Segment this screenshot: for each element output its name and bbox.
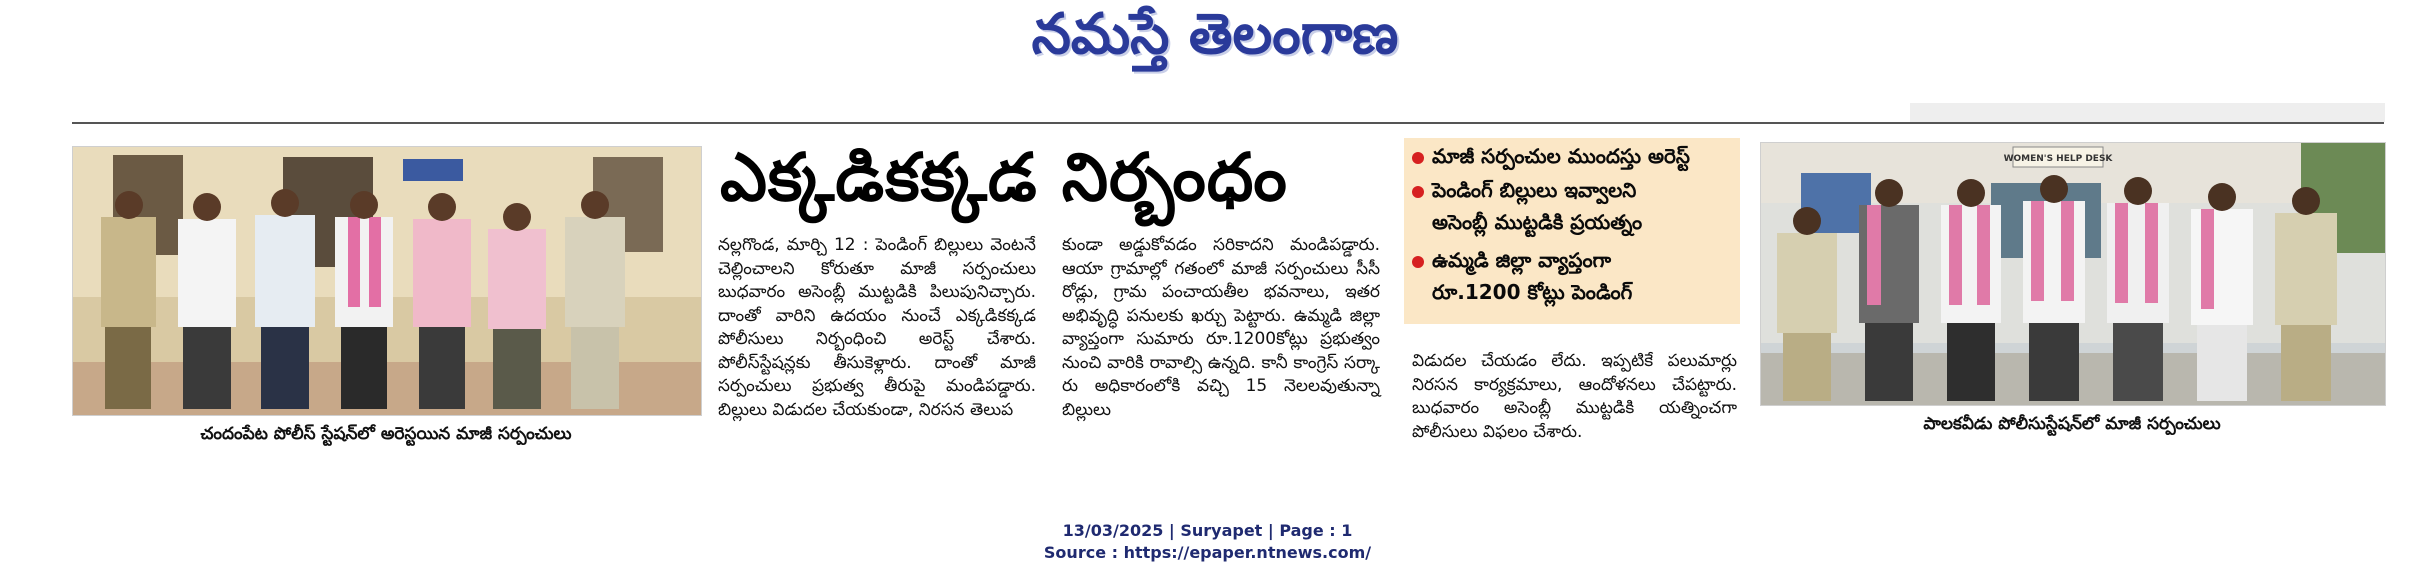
- highlight-item: ఉమ్మడి జిల్లా వ్యాప్తంగా: [1412, 246, 1611, 275]
- highlight-item-continuation: అసెంబ్లీ ముట్టడికి ప్రయత్నం: [1432, 210, 1643, 234]
- article-column-3: విడుదల చేయడం లేదు. ఇప్పటికే పలుమార్లు నిరసన కార్యక్రమాలు, ఆందోళనలు చేపట్టారు. బుధవారం అసెంబ్లీ ముట్టడికి యత్నించగా పోలీసులు విఫలం చేశారు.: [1412, 351, 1737, 442]
- highlight-item: మాజీ సర్పంచుల ముందస్తు అరెస్ట్: [1412, 142, 1690, 171]
- header-band: [1910, 103, 2385, 122]
- right-photo-caption: పాలకవీడు పోలీసుస్టేషన్‌లో మాజీ సర్పంచులు: [1923, 414, 2221, 434]
- article-column-2: కుండా అడ్డుకోవడం సరికాదని మండిపడ్డారు. ఆయా గ్రామాల్లో గతంలో మాజీ సర్పంచులు సీసీ రోడ్లు, గ్రామ పంచాయతీల భవనాలు, ఇతర అభివృద్ధి పనులకు ఖర్చు పెట్టారు. ఉమ్మడి జిల్లా వ్యాప్తంగా సుమారు రూ.1200కోట్లు ప్రభుత్వం నుంచి వారికి రావాల్సి ఉన్నది. కానీ కాంగ్రెస్ సర్కా రు అధికారంలోకి వచ్చి 15 నెలలవుతున్నా బిల్లులు: [1062, 235, 1380, 420]
- header-divider: [72, 122, 2384, 124]
- bullet-icon: [1412, 152, 1424, 164]
- highlight-item: పెండింగ్ బిల్లులు ఇవ్వాలని: [1412, 176, 1636, 205]
- article-column-1: నల్లగొండ, మార్చి 12 : పెండింగ్ బిల్లులు వెంటనే చెల్లించాలని కోరుతూ మాజీ సర్పంచులు బుధవారం అసెంబ్లీ ముట్టడికి పిలుపునిచ్చారు. దాంతో వారిని ఉదయం నుంచే ఎక్కడికక్కడ పోలీసులు నిర్బంధించి అరెస్ట్ చేశారు. పోలీస్‌స్టేషన్లకు తీసుకెళ్లారు. దాంతో మాజీ సర్పంచులు ప్రభుత్వ తీరుపై మండిపడ్డారు. బిల్లులు విడుదల చేయకుండా, నిరసన తెలుప: [718, 235, 1036, 420]
- masthead-logo: నమస్తే తెలంగాణ: [1031, 2, 1399, 67]
- highlights-box: [1404, 138, 1740, 324]
- headline: ఎక్కడికక్కడ నిర్బంధం: [720, 139, 1288, 216]
- highlight-item-continuation: రూ.1200 కోట్లు పెండింగ్: [1432, 280, 1633, 304]
- bullet-icon: [1412, 256, 1424, 268]
- footer-date-edition: 13/03/2025 | Suryapet | Page : 1: [1062, 521, 1353, 540]
- left-photo: [72, 146, 702, 416]
- footer-source: Source : https://epaper.ntnews.com/: [1043, 543, 1372, 562]
- right-photo: [1760, 142, 2386, 406]
- sign-text: WOMEN'S HELP DESK: [2003, 154, 2113, 164]
- bullet-icon: [1412, 186, 1424, 198]
- left-photo-caption: చందంపేట పోలీస్ స్టేషన్‌లో అరెస్టయిన మాజీ సర్పంచులు: [200, 424, 572, 444]
